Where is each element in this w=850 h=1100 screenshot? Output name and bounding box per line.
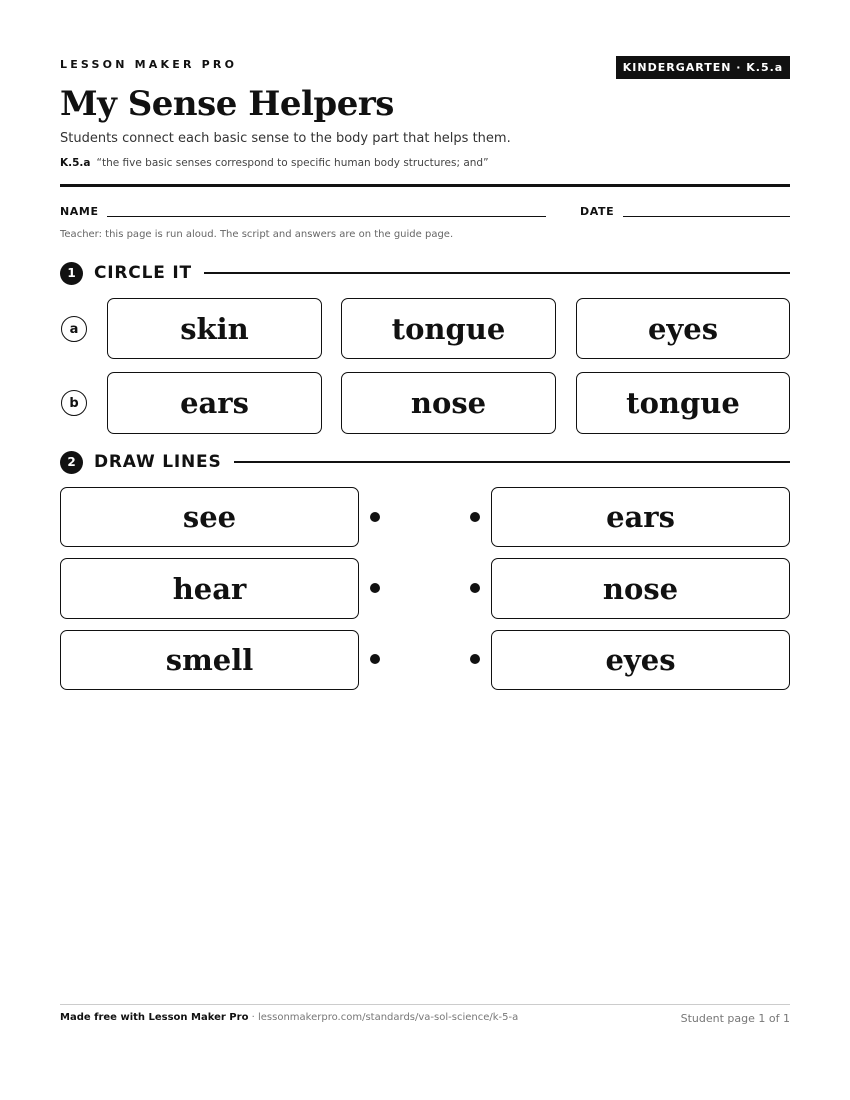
- standard-code: K.5.a: [60, 157, 91, 169]
- match-dot-left-3[interactable]: [370, 654, 380, 664]
- match-dot-left-2[interactable]: [370, 583, 380, 593]
- circle-word-b2[interactable]: nose: [341, 372, 556, 434]
- brand-name: LESSON MAKER PRO: [60, 58, 238, 71]
- circle-word-a2[interactable]: tongue: [341, 298, 556, 359]
- grade-badge: KINDERGARTEN · K.5.a: [616, 56, 790, 79]
- header-divider: [60, 184, 790, 187]
- section-rule: [234, 461, 790, 463]
- date-field[interactable]: [623, 216, 790, 217]
- standard-line: [60, 157, 489, 169]
- standard-text: “the five basic senses correspond to specific human body structures; and”: [96, 157, 489, 169]
- match-right-nose[interactable]: nose: [491, 558, 790, 619]
- circle-word-a1[interactable]: skin: [107, 298, 322, 359]
- page-title: My Sense Helpers: [60, 84, 394, 124]
- match-right-ears[interactable]: ears: [491, 487, 790, 547]
- footer-url[interactable]: · lessonmakerpro.com/standards/va-sol-science/k-5-a: [251, 1012, 519, 1023]
- row-letter-b: b: [61, 390, 87, 416]
- page-subtitle: Students connect each basic sense to the body part that helps them.: [60, 131, 511, 146]
- section-circle-it-header: [60, 261, 790, 285]
- circle-word-a3[interactable]: eyes: [576, 298, 790, 359]
- section-number-badge: 1: [60, 262, 83, 285]
- name-label: NAME: [60, 205, 99, 218]
- match-right-eyes[interactable]: eyes: [491, 630, 790, 690]
- match-dot-left-1[interactable]: [370, 512, 380, 522]
- footer-divider: [60, 1004, 790, 1005]
- section-rule: [204, 272, 790, 274]
- footer-page-number: Student page 1 of 1: [680, 1012, 790, 1025]
- match-dot-right-1[interactable]: [470, 512, 480, 522]
- match-dot-right-3[interactable]: [470, 654, 480, 664]
- name-field[interactable]: [107, 216, 546, 217]
- section-draw-lines-header: [60, 450, 790, 474]
- teacher-note: Teacher: this page is run aloud. The script and answers are on the guide page.: [60, 229, 454, 240]
- match-left-smell[interactable]: smell: [60, 630, 359, 690]
- footer-made-with: Made free with Lesson Maker Pro: [60, 1012, 249, 1023]
- section-title: CIRCLE IT: [94, 263, 192, 283]
- match-left-hear[interactable]: hear: [60, 558, 359, 619]
- section-title: DRAW LINES: [94, 452, 222, 472]
- row-letter-a: a: [61, 316, 87, 342]
- date-label: DATE: [580, 205, 615, 218]
- circle-word-b1[interactable]: ears: [107, 372, 322, 434]
- footer-credit: [60, 1012, 518, 1023]
- match-left-see[interactable]: see: [60, 487, 359, 547]
- match-dot-right-2[interactable]: [470, 583, 480, 593]
- circle-word-b3[interactable]: tongue: [576, 372, 790, 434]
- section-number-badge: 2: [60, 451, 83, 474]
